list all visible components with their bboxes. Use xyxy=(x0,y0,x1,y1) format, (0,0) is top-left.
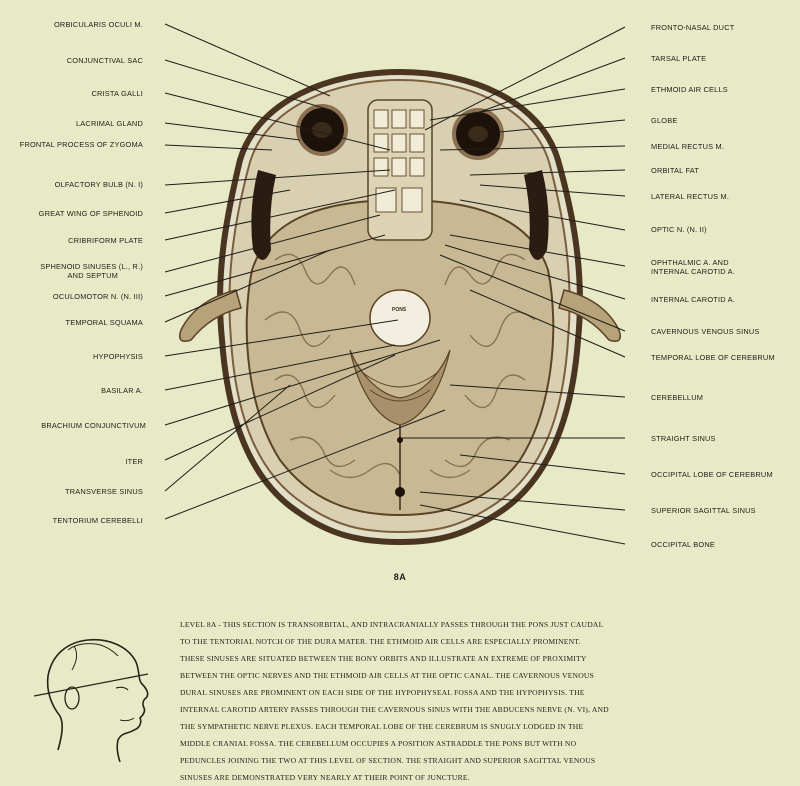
label-tarsal-plate: TARSAL PLATE xyxy=(651,54,707,63)
label-great-wing-sphenoid: GREAT WING OF SPHENOID xyxy=(38,209,143,218)
leader-line xyxy=(470,290,625,357)
label-occipital-lobe: OCCIPITAL LOBE OF CEREBRUM xyxy=(651,470,773,479)
leader-line xyxy=(165,170,390,185)
label-lacrimal-gland: LACRIMAL GLAND xyxy=(75,119,143,128)
leader-line xyxy=(165,345,395,390)
leader-line xyxy=(500,120,625,132)
label-cribriform-plate: CRIBRIFORM PLATE xyxy=(68,236,143,245)
leader-line xyxy=(440,146,625,150)
leader-line xyxy=(425,27,625,130)
label-transverse-sinus: TRANSVERSE SINUS xyxy=(65,487,143,496)
label-conjunctival-sac: CONJUNCTIVAL SAC xyxy=(66,56,143,65)
caption-line: PEDUNCLES JOINING THE TWO AT THIS LEVEL OF SECTION. THE STRAIGHT AND SUPERIOR SAGITTAL VENOUS xyxy=(180,756,596,765)
label-hypophysis: HYPOPHYSIS xyxy=(92,352,143,361)
label-temporal-lobe: TEMPORAL LOBE OF CEREBRUM xyxy=(651,353,775,362)
leader-line xyxy=(460,455,625,474)
label-brachium-conjunctivum: BRACHIUM CONJUNCTIVUM xyxy=(41,421,146,430)
label-sphenoid-septum: AND SEPTUM xyxy=(67,271,118,280)
leader-line xyxy=(480,58,625,112)
label-optic-n: OPTIC N. (N. II) xyxy=(651,225,707,234)
label-ethmoid-air-cells: ETHMOID AIR CELLS xyxy=(651,85,728,94)
leader-line xyxy=(420,505,625,544)
caption-line: THE SYMPATHETIC NERVE PLEXUS. EACH TEMPORAL LOBE OF THE CEREBRUM IS SNUGLY LODGED IN THE xyxy=(180,722,584,731)
label-basilar-a: BASILAR A. xyxy=(101,386,143,395)
leader-line xyxy=(450,385,625,397)
label-cerebellum: CEREBELLUM xyxy=(651,393,704,402)
leader-line xyxy=(165,410,445,519)
caption-line: BETWEEN THE OPTIC NERVES AND THE ETHMOID AIR CELLS AT THE OPTIC CANAL. THE CAVERNOUS VENOUS xyxy=(180,671,595,680)
label-oculomotor-n: OCULOMOTOR N. (N. III) xyxy=(52,292,143,301)
leader-line xyxy=(165,123,300,140)
label-olfactory-bulb: OLFACTORY BULB (N. I) xyxy=(54,180,143,189)
leader-line xyxy=(165,190,395,240)
leader-line xyxy=(165,320,398,356)
caption-line: INTERNAL CAROTID ARTERY PASSES THROUGH THE CAVERNOUS SINUS WITH THE ABDUCENS NERVE (N. VI), AND xyxy=(180,705,609,714)
caption-line: LEVEL 8A - THIS SECTION IS TRANSORBITAL, AND INTRACRANIALLY PASSES THROUGH THE PONS JUST CAUDAL xyxy=(180,620,604,629)
label-sphenoid-sinuses: SPHENOID SINUSES (L., R.) xyxy=(40,262,143,271)
leader-line xyxy=(165,385,290,491)
label-globe: GLOBE xyxy=(651,116,678,125)
label-tentorium-cerebelli: TENTORIUM CEREBELLI xyxy=(52,516,143,525)
figure-number: 8A xyxy=(393,572,407,582)
label-occipital-bone: OCCIPITAL BONE xyxy=(651,540,715,549)
leader-line xyxy=(165,235,385,296)
caption-line: SINUSES ARE DEMONSTRATED VERY NEARLY AT THEIR POINT OF JUNCTURE. xyxy=(180,773,470,782)
leader-line xyxy=(165,340,440,425)
caption-line: MIDDLE CRANIAL FOSSA. THE CEREBELLUM OCCUPIES A POSITION ASTRADDLE THE PONS BUT WITH NO xyxy=(180,739,577,748)
leader-line xyxy=(450,235,625,266)
label-frontal-process-zygoma: FRONTAL PROCESS OF ZYGOMA xyxy=(19,140,143,149)
leader-line xyxy=(165,190,290,213)
leader-line xyxy=(165,215,380,272)
label-iter: ITER xyxy=(125,457,143,466)
label-orbicularis-oculi: ORBICULARIS OCULI M. xyxy=(53,20,143,29)
leader-line xyxy=(470,170,625,175)
leader-line xyxy=(165,250,330,322)
leader-line xyxy=(460,200,625,230)
label-cavernous-venous-sinus: CAVERNOUS VENOUS SINUS xyxy=(651,327,760,336)
caption xyxy=(180,616,780,786)
leader-line xyxy=(420,492,625,510)
label-temporal-squama: TEMPORAL SQUAMA xyxy=(65,318,143,327)
pons-label: PONS xyxy=(392,307,407,313)
caption-line: THESE SINUSES ARE SITUATED BETWEEN THE BONY ORBITS AND ILLUSTRATE AN EXTREME OF PROXIMITY xyxy=(180,654,587,663)
caption-line: DURAL SINUSES ARE PROMINENT ON EACH SIDE OF THE HYPOPHYSEAL FOSSA AND THE HYPOPHYSIS. THE xyxy=(180,688,585,697)
caption-line: TO THE TENTORIAL NOTCH OF THE DURA MATER. THE ETHMOID AIR CELLS ARE ESPECIALLY PROMINENT. xyxy=(180,637,581,646)
leader-line xyxy=(165,93,390,150)
leader-line xyxy=(440,255,625,331)
leader-line xyxy=(165,355,395,460)
label-lateral-rectus: LATERAL RECTUS M. xyxy=(651,192,730,201)
label-crista-galli: CRISTA GALLI xyxy=(91,89,143,98)
label-internal-carotid-a: INTERNAL CAROTID A. xyxy=(651,295,736,304)
head-profile-diagram xyxy=(28,632,158,762)
label-superior-sagittal-sinus: SUPERIOR SAGITTAL SINUS xyxy=(651,506,756,515)
leader-line xyxy=(480,185,625,196)
label-medial-rectus: MEDIAL RECTUS M. xyxy=(651,142,725,151)
label-straight-sinus: STRAIGHT SINUS xyxy=(651,434,716,443)
label-ophthalmic-a: OPHTHALMIC A. AND xyxy=(651,258,729,267)
leader-line xyxy=(165,145,272,150)
label-fronto-nasal-duct: FRONTO-NASAL DUCT xyxy=(651,23,735,32)
leader-line xyxy=(430,89,625,120)
label-ophthalmic-internal-carotid: INTERNAL CAROTID A. xyxy=(651,267,736,276)
label-orbital-fat: ORBITAL FAT xyxy=(651,166,700,175)
